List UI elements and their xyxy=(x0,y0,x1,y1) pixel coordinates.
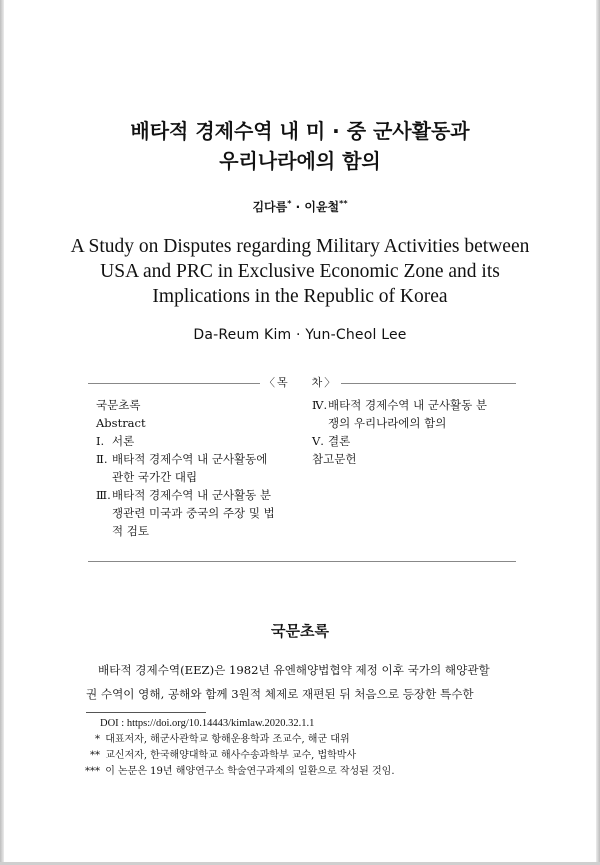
toc-item-references: 참고문헌 xyxy=(312,452,357,466)
toc-item-introduction: Ⅰ. 서론 xyxy=(96,434,135,448)
footnotes xyxy=(86,716,526,780)
footnote-1: * 대표저자, 해군사관학교 항해운용학과 조교수, 해군 대위 xyxy=(95,734,350,745)
footnote-3: *** 이 논문은 19년 해양연구소 학술연구과제의 일환으로 작성된 것임. xyxy=(85,766,395,777)
toc-heading-open: 〈목 xyxy=(264,376,290,389)
abstract-line-1: 배타적 경제수역(EEZ)은 1982년 유엔해양법협약 제정 이후 국가의 해양관할 xyxy=(98,663,490,677)
author-1-korean: 김다름 xyxy=(252,200,288,214)
toc-item-abstract: Abstract xyxy=(96,416,146,430)
toc-item-conclusion: Ⅴ. 결론 xyxy=(312,434,351,448)
korean-authors xyxy=(0,198,600,215)
author-2-korean: 이윤철 xyxy=(304,200,340,214)
author-separator: · xyxy=(291,200,305,214)
abstract-heading: 국문초록 xyxy=(271,622,329,640)
abstract-line-2: 권 수역이 영해, 공해와 함께 3원적 체제로 재편된 뒤 처음으로 등장한 특수한 xyxy=(86,687,474,701)
abstract-body xyxy=(86,658,518,706)
korean-title xyxy=(0,116,600,176)
toc-heading-close: 차〉 xyxy=(311,376,338,389)
toc-item-section-4: Ⅳ.배타적 경제수역 내 군사활동 분 쟁의 우리나라에의 함의 xyxy=(312,398,488,430)
footnote-2: ** 교신저자, 한국해양대학교 해사수송과학부 교수, 법학박사 xyxy=(90,750,357,761)
english-authors: Da-Reum Kim · Yun-Cheol Lee xyxy=(193,327,407,343)
footnote-rule xyxy=(86,712,206,713)
toc-item-section-3: Ⅲ.배타적 경제수역 내 군사활동 분 쟁관련 미국과 중국의 주장 및 법 적 검토 xyxy=(96,488,275,538)
english-title-line-3: Implications in the Republic of Korea xyxy=(152,286,448,307)
english-title-line-2: USA and PRC in Exclusive Economic Zone and its xyxy=(100,261,500,282)
toc-left-column xyxy=(96,396,308,540)
korean-title-line-2: 우리나라에의 함의 xyxy=(219,149,381,173)
toc-right-column xyxy=(312,396,512,468)
english-title-line-1: A Study on Disputes regarding Military Activities between xyxy=(70,236,530,257)
author-1-mark: * xyxy=(287,199,292,208)
toc-item-korean-abstract: 국문초록 xyxy=(96,398,141,412)
footnote-doi: DOI : https://doi.org/10.14443/kimlaw.2020.32.1.1 xyxy=(100,718,315,729)
toc-item-section-2: Ⅱ. 배타적 경제수역 내 군사활동에 관한 국가간 대립 xyxy=(96,452,268,484)
toc-heading xyxy=(260,374,341,392)
korean-title-line-1: 배타적 경제수역 내 미 · 중 군사활동과 xyxy=(130,119,470,143)
english-title xyxy=(40,234,560,309)
table-of-contents xyxy=(88,376,516,562)
author-2-mark: ** xyxy=(339,199,348,208)
